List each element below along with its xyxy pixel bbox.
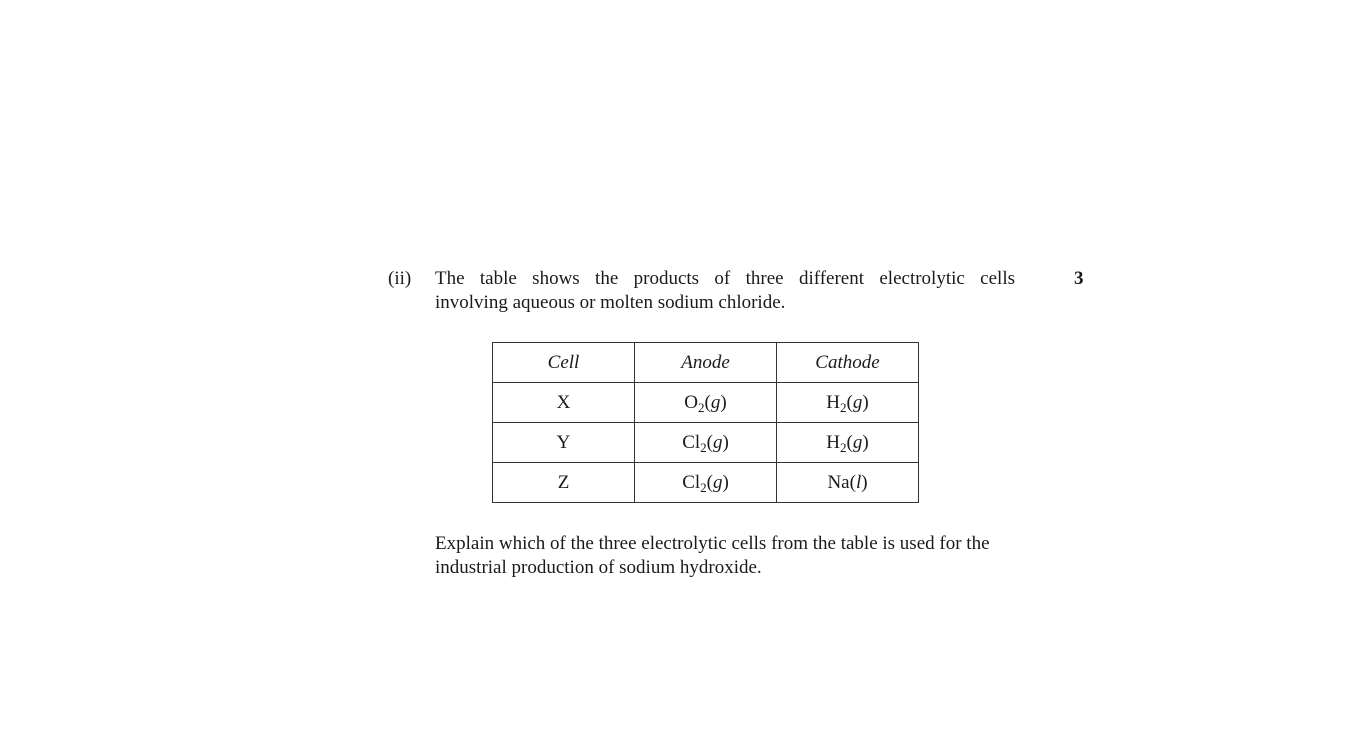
formula-element: Cl [682, 431, 701, 453]
table-row [493, 423, 919, 463]
formula-phase: g [712, 471, 723, 493]
formula-phase: g [712, 431, 723, 453]
formula-element: H [826, 391, 841, 413]
header-cathode: Cathode [777, 343, 919, 383]
formula-subscript: 2 [840, 399, 847, 415]
cell-name: Y [493, 423, 635, 463]
formula-element: O [684, 391, 699, 413]
cathode-product: Na(l) [777, 463, 919, 503]
cell-name: Z [493, 463, 635, 503]
header-cell: Cell [493, 343, 635, 383]
cathode-product: $H_2(g)$ [777, 423, 919, 463]
electrolytic-cells-table [492, 342, 919, 503]
task-line-2: industrial production of sodium hydroxide. [435, 557, 762, 578]
anode-product: $Cl_2(g)$ [635, 423, 777, 463]
task-line-1: Explain which of the three electrolytic cells from the table is used for the [435, 533, 990, 554]
formula-subscript: 2 [840, 439, 847, 455]
anode-product: $O_2(g)$ [635, 383, 777, 423]
formula-phase: g [852, 391, 863, 413]
formula-phase: l [855, 471, 862, 493]
table-row [493, 383, 919, 423]
table-row [493, 463, 919, 503]
formula-element: Na [827, 471, 850, 493]
question-intro [435, 267, 1015, 315]
formula-subscript: 2 [700, 479, 707, 495]
formula-phase: g [852, 431, 863, 453]
marks-value: 3 [1074, 268, 1084, 289]
cathode-product: $H_2(g)$ [777, 383, 919, 423]
question-task [435, 532, 1025, 580]
formula-element: Cl [682, 471, 701, 493]
intro-line-2: involving aqueous or molten sodium chloride. [435, 292, 786, 313]
formula-subscript: 2 [700, 439, 707, 455]
header-anode: Anode [635, 343, 777, 383]
cell-name: X [493, 383, 635, 423]
intro-line-1: The table shows the products of three different electrolytic cells [435, 268, 1015, 289]
part-label: (ii) [388, 268, 412, 289]
anode-product: $Cl_2(g)$ [635, 463, 777, 503]
formula-phase: g [710, 391, 721, 413]
table-header-row [493, 343, 919, 383]
formula-element: H [826, 431, 841, 453]
formula-subscript: 2 [698, 399, 705, 415]
